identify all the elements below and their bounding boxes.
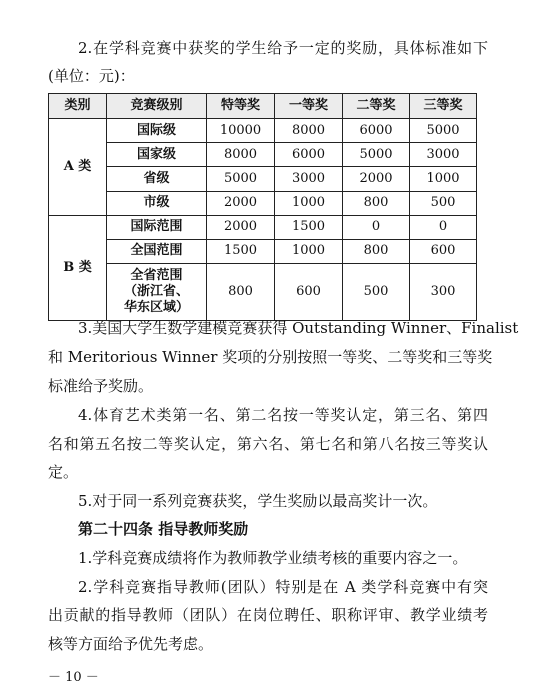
header-cell: 二等奖 xyxy=(343,94,410,119)
value-cell: 6000 xyxy=(343,119,410,143)
value-cell: 5000 xyxy=(410,119,477,143)
table-row xyxy=(49,239,477,263)
header-cell: 竞赛级别 xyxy=(107,94,207,119)
value-cell: 2000 xyxy=(207,191,275,215)
award-table xyxy=(48,93,477,321)
table-row xyxy=(49,167,477,191)
paragraph-2-line-2: (单位：元)： xyxy=(48,67,135,85)
value-cell: 800 xyxy=(343,239,410,263)
value-cell: 1500 xyxy=(275,215,343,239)
value-cell: 6000 xyxy=(275,143,343,167)
value-cell: 8000 xyxy=(275,119,343,143)
level-line: （浙江省、 xyxy=(123,283,189,299)
value-cell: 5000 xyxy=(207,167,275,191)
level-line: 华东区域） xyxy=(123,299,189,315)
level-cell: 全国范围 xyxy=(107,239,207,263)
paragraph-3-line-1: 3.美国大学生数学建模竞赛获得 Outstanding Winner、Finalist xyxy=(78,319,519,337)
value-cell: 5000 xyxy=(343,143,410,167)
level-cell: 省级 xyxy=(107,167,207,191)
teacher-item-2-line-1: 2.学科竞赛指导教师(团队）特别是在 A 类学科竞赛中有突 xyxy=(78,578,488,596)
value-cell: 10000 xyxy=(207,119,275,143)
table-row xyxy=(49,143,477,167)
value-cell: 3000 xyxy=(410,143,477,167)
table-row xyxy=(49,191,477,215)
table-row xyxy=(49,215,477,239)
value-cell: 800 xyxy=(343,191,410,215)
teacher-item-2-line-3: 核等方面给予优先考虑。 xyxy=(48,635,214,653)
header-cell: 一等奖 xyxy=(275,94,343,119)
value-cell: 1000 xyxy=(410,167,477,191)
header-cell: 类别 xyxy=(49,94,107,119)
value-cell: 0 xyxy=(343,215,410,239)
value-cell: 500 xyxy=(343,263,410,320)
value-cell: 800 xyxy=(207,263,275,320)
value-cell: 8000 xyxy=(207,143,275,167)
table-row xyxy=(49,263,477,320)
teacher-item-2-line-2: 出贡献的指导教师（团队）在岗位聘任、职称评审、教学业绩考 xyxy=(48,606,488,624)
value-cell: 600 xyxy=(275,263,343,320)
paragraph-3-line-3: 标准给予奖励。 xyxy=(48,377,154,395)
value-cell: 3000 xyxy=(275,167,343,191)
paragraph-4-line-3: 定。 xyxy=(48,463,79,481)
level-cell xyxy=(107,263,207,320)
value-cell: 2000 xyxy=(207,215,275,239)
category-a-cell: A 类 xyxy=(49,119,107,216)
page-number: － 10 － xyxy=(48,670,99,685)
table-header-row xyxy=(49,94,477,119)
level-cell: 国家级 xyxy=(107,143,207,167)
table-row xyxy=(49,119,477,143)
paragraph-2-line-1: 2.在学科竞赛中获奖的学生给予一定的奖励，具体标准如下 xyxy=(78,39,488,57)
value-cell: 1500 xyxy=(207,239,275,263)
value-cell: 1000 xyxy=(275,191,343,215)
paragraph-3-line-2: 和 Meritorious Winner 奖项的分别按照一等奖、二等奖和三等奖 xyxy=(48,348,493,366)
level-cell: 国际范围 xyxy=(107,215,207,239)
value-cell: 600 xyxy=(410,239,477,263)
level-cell: 市级 xyxy=(107,191,207,215)
level-cell: 国际级 xyxy=(107,119,207,143)
value-cell: 500 xyxy=(410,191,477,215)
paragraph-5-line-1: 5.对于同一系列竞赛获奖，学生奖励以最高奖计一次。 xyxy=(78,492,438,510)
level-line: 全省范围 xyxy=(130,267,183,283)
teacher-item-1: 1.学科竞赛成绩将作为教师教学业绩考核的重要内容之一。 xyxy=(78,549,468,567)
value-cell: 1000 xyxy=(275,239,343,263)
header-cell: 特等奖 xyxy=(207,94,275,119)
category-b-cell: B 类 xyxy=(49,215,107,320)
value-cell: 0 xyxy=(410,215,477,239)
value-cell: 2000 xyxy=(343,167,410,191)
paragraph-4-line-2: 名和第五名按二等奖认定，第六名、第七名和第八名按三等奖认 xyxy=(48,435,488,453)
article-24-heading: 第二十四条 指导教师奖励 xyxy=(78,520,249,538)
header-cell: 三等奖 xyxy=(410,94,477,119)
paragraph-4-line-1: 4.体育艺术类第一名、第二名按一等奖认定，第三名、第四 xyxy=(78,406,488,424)
value-cell: 300 xyxy=(410,263,477,320)
